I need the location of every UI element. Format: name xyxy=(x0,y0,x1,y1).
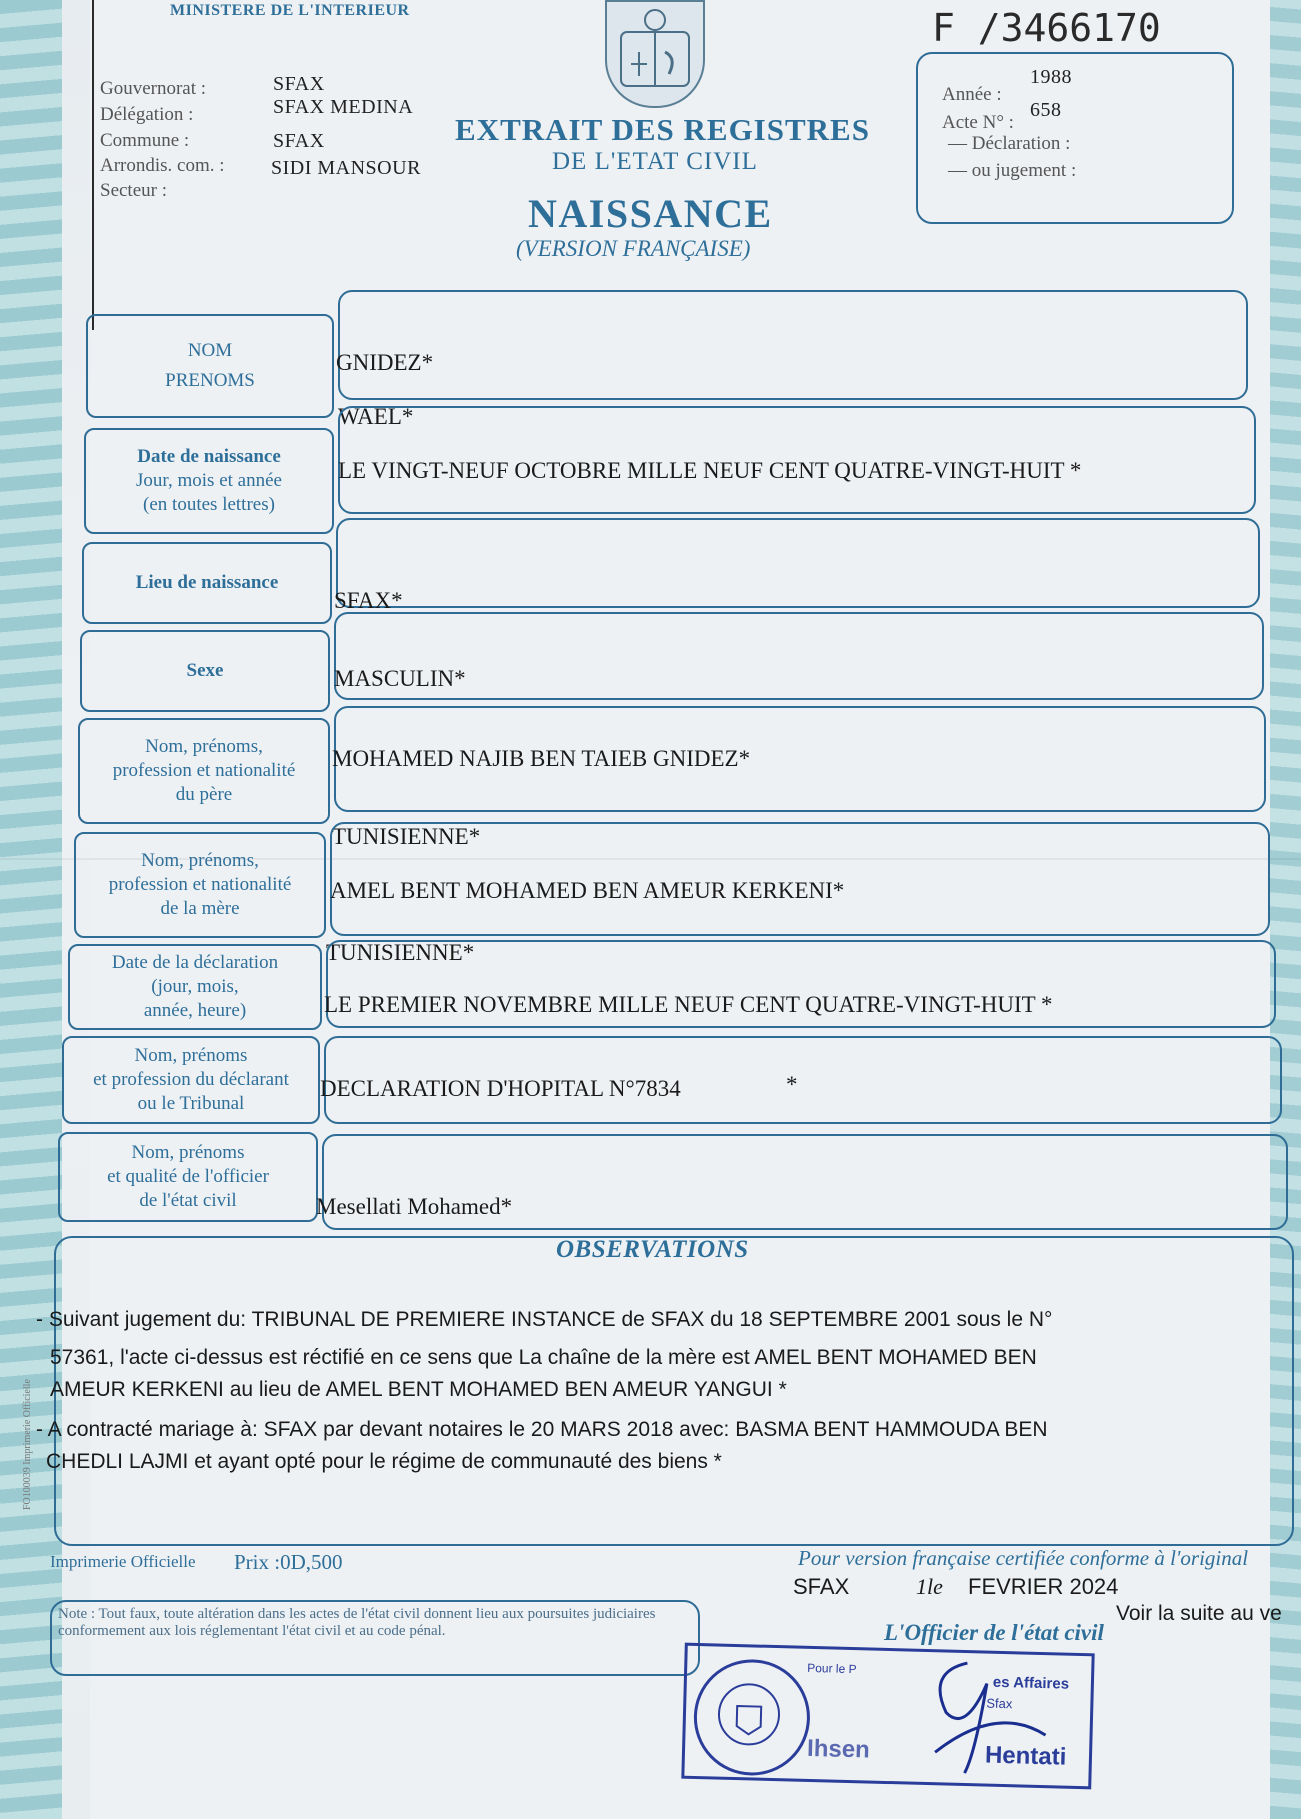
sexe-label-box xyxy=(80,630,330,712)
mere-value: AMEL BENT MOHAMED BEN AMEUR KERKENI* xyxy=(330,878,845,903)
date-naissance-value: LE VINGT-NEUF OCTOBRE MILLE NEUF CENT QUATRE-VINGT-HUIT * xyxy=(338,458,1082,483)
observation-line-5: CHEDLI LAJMI et ayant opté pour le régime de communauté des biens * xyxy=(46,1450,722,1473)
declarant-label-line2: et profession du déclarant xyxy=(93,1069,289,1091)
gouvernorat-value: SFAX xyxy=(273,73,325,95)
pere-nationalite: TUNISIENNE* xyxy=(332,824,481,849)
stamp-line-2: es Affaires xyxy=(992,1673,1070,1693)
lieu-naissance-value: SFAX* xyxy=(334,588,403,613)
pere-label-line1: Nom, prénoms, xyxy=(145,736,263,758)
decl-date-label-line1: Date de la déclaration xyxy=(111,952,279,974)
arrondissement-label: Arrondis. com. : xyxy=(100,155,225,176)
officier-signature-title: L'Officier de l'état civil xyxy=(884,1620,1104,1645)
dob-label-line3: (en toutes lettres) xyxy=(143,493,275,515)
title-naissance: NAISSANCE xyxy=(528,191,773,236)
document-serial-number: F /3466170 xyxy=(932,6,1161,50)
declarant-star: * xyxy=(786,1072,798,1097)
ministry-title: MINISTERE DE L'INTERIEUR xyxy=(170,2,410,19)
title-extrait: EXTRAIT DES REGISTRES xyxy=(455,112,870,147)
officier-label-line2: et qualité de l'officier xyxy=(107,1166,269,1188)
official-stamp xyxy=(681,1643,1094,1790)
pere-label-line3: du père xyxy=(175,783,233,805)
gouvernorat-label: Gouvernorat : xyxy=(100,78,207,99)
declarant-label-line3: ou le Tribunal xyxy=(137,1092,245,1114)
prenoms-label: PRENOMS xyxy=(165,370,255,391)
delegation-value: SFAX MEDINA xyxy=(273,96,414,118)
lieu-naissance-value-box xyxy=(336,518,1260,608)
mere-label-line3: de la mère xyxy=(160,897,240,919)
jugement-label: — ou jugement : xyxy=(948,160,1077,181)
declarant-value: DECLARATION D'HOPITAL N°7834 xyxy=(320,1076,681,1101)
officier-value: Mesellati Mohamed* xyxy=(316,1194,513,1219)
side-print-code: FO100039 Imprimerie Officielle xyxy=(22,1379,33,1510)
nom-value-box xyxy=(338,290,1248,400)
stamp-name-first: Ihsen xyxy=(806,1734,871,1764)
decl-date-label-line2: (jour, mois, xyxy=(151,976,239,998)
certification-text: Pour version française certifiée conforme à l'original xyxy=(798,1546,1249,1570)
legal-note-text: Note : Tout faux, toute altération dans les actes de l'état civil donnent lieu aux poursuites judiciaires conformement aux lois réglementant l'état civil et au code pénal. xyxy=(58,1606,656,1640)
date-naissance-label-box xyxy=(84,428,334,534)
observation-line-3: AMEUR KERKENI au lieu de AMEL BENT MOHAMED BEN AMEUR YANGUI * xyxy=(50,1378,787,1401)
mere-label-box xyxy=(74,832,326,938)
declarant-label-line1: Nom, prénoms xyxy=(134,1045,248,1067)
arrondissement-value: SIDI MANSOUR xyxy=(271,157,421,179)
certification-place: SFAX xyxy=(793,1574,850,1599)
declarant-label-box xyxy=(62,1036,320,1124)
header-margin-line xyxy=(92,0,94,330)
municipality-seal xyxy=(692,1658,811,1777)
date-declaration-value: LE PREMIER NOVEMBRE MILLE NEUF CENT QUATRE-VINGT-HUIT * xyxy=(324,992,1053,1017)
signature-icon xyxy=(814,1629,1058,1785)
commune-value: SFAX xyxy=(273,130,325,152)
pere-label-box xyxy=(78,718,330,824)
decl-date-label-line3: année, heure) xyxy=(143,999,247,1021)
prenoms-value: WAEL* xyxy=(338,404,414,429)
stamp-name-last: Hentati xyxy=(984,1741,1067,1771)
title-etat-civil: DE L'ETAT CIVIL xyxy=(552,148,758,175)
tunisia-coat-of-arms-emblem xyxy=(605,0,705,108)
acte-value: 658 xyxy=(1030,99,1062,121)
officier-label-box xyxy=(58,1132,318,1222)
observation-line-4: - A contracté mariage à: SFAX par devant notaires le 20 MARS 2018 avec: BASMA BENT HAMMOUDA BEN xyxy=(36,1418,1048,1441)
pere-value: MOHAMED NAJIB BEN TAIEB GNIDEZ* xyxy=(332,746,751,771)
sexe-value-box xyxy=(334,612,1264,700)
nom-value: GNIDEZ* xyxy=(336,350,434,375)
secteur-label: Secteur : xyxy=(100,180,168,201)
lieu-naissance-label: Lieu de naissance xyxy=(135,572,279,594)
prix-label: Prix :0D,500 xyxy=(234,1550,343,1574)
observation-line-2: 57361, l'acte ci-dessus est réctifié en ce sens que La chaîne de la mère est AMEL BENT MOHAMED BEN xyxy=(50,1346,1037,1369)
declaration-label: — Déclaration : xyxy=(948,133,1071,154)
dob-label-line1: Date de naissance xyxy=(137,446,281,468)
title-version: (VERSION FRANÇAISE) xyxy=(516,236,751,261)
nom-prenoms-label-box xyxy=(86,314,334,418)
delegation-label: Délégation : xyxy=(100,104,194,125)
nom-label: NOM xyxy=(187,340,233,362)
sexe-value: MASCULIN* xyxy=(334,666,466,691)
certification-month-year: FEVRIER 2024 xyxy=(968,1574,1119,1599)
mere-nationalite: TUNISIENNE* xyxy=(326,940,475,965)
left-guilloche-border xyxy=(0,0,62,1819)
pere-label-line2: profession et nationalité xyxy=(112,760,296,782)
certification-day: 1le xyxy=(916,1574,943,1599)
imprimerie-label: Imprimerie Officielle xyxy=(50,1552,196,1571)
observation-line-1: - Suivant jugement du: TRIBUNAL DE PREMIERE INSTANCE de SFAX du 18 SEPTEMBRE 2001 sous le N° xyxy=(36,1308,1053,1331)
annee-value: 1988 xyxy=(1030,66,1072,88)
mere-label-line2: profession et nationalité xyxy=(108,874,292,896)
officier-label-line1: Nom, prénoms xyxy=(131,1142,245,1164)
officier-label-line3: de l'état civil xyxy=(139,1189,237,1211)
lieu-naissance-label-box xyxy=(82,542,332,624)
mere-label-line1: Nom, prénoms, xyxy=(141,850,259,872)
annee-label: Année : xyxy=(942,84,1002,105)
observations-title: OBSERVATIONS xyxy=(556,1236,749,1263)
sexe-label: Sexe xyxy=(186,660,224,682)
voir-la-suite-text: Voir la suite au ve xyxy=(1116,1602,1282,1625)
stamp-line-3: Sfax xyxy=(986,1695,1013,1712)
stamp-line-1: Pour le P xyxy=(807,1660,857,1677)
acte-label: Acte N° : xyxy=(942,112,1014,133)
dob-label-line2: Jour, mois et année xyxy=(136,470,282,492)
commune-label: Commune : xyxy=(100,130,190,151)
date-declaration-label-box xyxy=(68,944,322,1030)
